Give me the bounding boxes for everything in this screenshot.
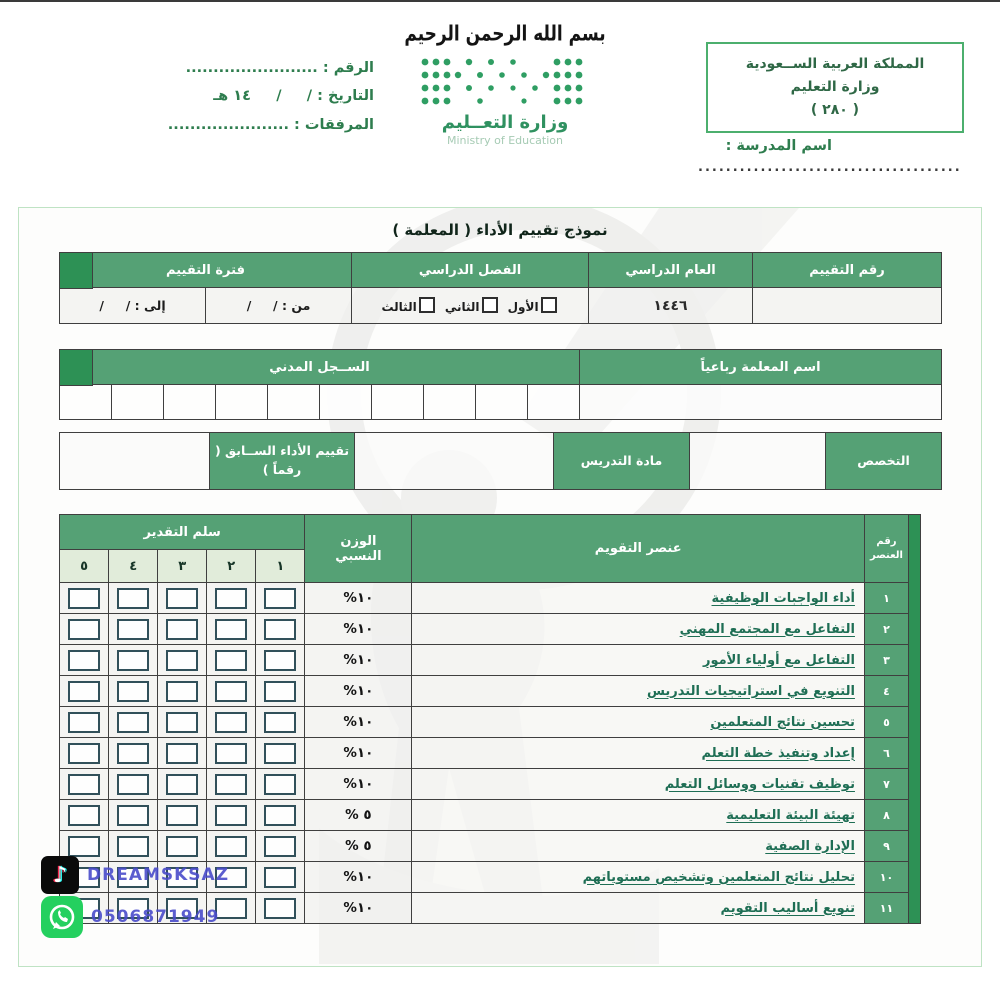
civil-id-box[interactable] bbox=[319, 385, 371, 419]
date-label: التاريخ : bbox=[317, 88, 374, 105]
semester-options bbox=[352, 288, 589, 324]
specialization-blank[interactable] bbox=[690, 433, 826, 490]
date-field bbox=[38, 82, 374, 110]
ministry-wordmark-english: Ministry of Education bbox=[446, 134, 563, 147]
semester-second-checkbox[interactable] bbox=[482, 297, 498, 313]
table-row bbox=[60, 800, 921, 831]
bismillah-calligraphy: بسم الله الرحمن الرحيم bbox=[404, 21, 606, 47]
whatsapp-number: 0506871949 bbox=[91, 907, 220, 927]
element-name: تنويع أساليب التقويم bbox=[412, 893, 865, 924]
rating-checkbox[interactable] bbox=[68, 650, 100, 671]
table-row bbox=[60, 645, 921, 676]
semester-third-checkbox[interactable] bbox=[419, 297, 435, 313]
credits-watermark bbox=[41, 856, 229, 940]
form-code: ( ٢٨٠ ) bbox=[810, 102, 860, 119]
rating-checkbox[interactable] bbox=[264, 898, 296, 919]
specialization-label: التخصص bbox=[826, 433, 942, 490]
element-name: التفاعل مع المجتمع المهني bbox=[412, 614, 865, 645]
period-to-value: / / bbox=[99, 298, 131, 313]
rating-checkbox[interactable] bbox=[117, 743, 149, 764]
ministry-header-box bbox=[706, 42, 964, 133]
evaluation-info-table bbox=[59, 252, 942, 324]
civil-id-box[interactable] bbox=[423, 385, 475, 419]
rating-checkbox[interactable] bbox=[166, 588, 198, 609]
element-name: تحليل نتائج المتعلمين وتشخيص مستوياتهم bbox=[412, 862, 865, 893]
element-name: التفاعل مع أولياء الأمور bbox=[412, 645, 865, 676]
element-name: إعداد وتنفيذ خطة التعلم bbox=[412, 738, 865, 769]
col-teacher-name: اسم المعلمة رباعياً bbox=[580, 350, 942, 385]
rating-checkbox[interactable] bbox=[166, 681, 198, 702]
element-name: التنويع في استراتيجيات التدريس bbox=[412, 676, 865, 707]
rating-checkbox[interactable] bbox=[68, 712, 100, 733]
scale-value-1: ١ bbox=[256, 550, 305, 583]
civil-id-box[interactable] bbox=[475, 385, 527, 419]
civil-id-box[interactable] bbox=[60, 385, 111, 419]
element-weight: ١٠% bbox=[305, 583, 412, 614]
subject-info-table bbox=[59, 432, 942, 490]
header-accent-square bbox=[59, 252, 93, 289]
rating-checkbox[interactable] bbox=[215, 650, 247, 671]
table-row bbox=[60, 769, 921, 800]
rating-checkbox[interactable] bbox=[166, 743, 198, 764]
civil-id-box[interactable] bbox=[527, 385, 579, 419]
rating-checkbox[interactable] bbox=[264, 805, 296, 826]
rating-checkbox[interactable] bbox=[215, 743, 247, 764]
period-from-label: من : bbox=[281, 298, 311, 313]
rating-checkbox[interactable] bbox=[166, 805, 198, 826]
country-name: المملكة العربية الســعودية bbox=[745, 56, 925, 72]
element-name: تهيئة البيئة التعليمية bbox=[412, 800, 865, 831]
table-row bbox=[60, 707, 921, 738]
scale-value-5: ٥ bbox=[60, 550, 109, 583]
rating-checkbox[interactable] bbox=[68, 681, 100, 702]
item-number: ١ bbox=[864, 583, 908, 614]
item-number: ٥ bbox=[864, 707, 908, 738]
ministry-logo-dots-icon bbox=[417, 54, 593, 110]
rating-checkbox[interactable] bbox=[117, 650, 149, 671]
civil-id-box[interactable] bbox=[267, 385, 319, 419]
form-title: نموذج تقييم الأداء ( المعلمة ) bbox=[392, 221, 608, 239]
rating-checkbox[interactable] bbox=[215, 681, 247, 702]
col-evaluation-element: عنصر التقويم bbox=[412, 515, 865, 583]
element-weight: ١٠% bbox=[305, 738, 412, 769]
rating-checkbox[interactable] bbox=[68, 774, 100, 795]
attachments-label: المرفقات : bbox=[294, 116, 374, 133]
semester-first-checkbox[interactable] bbox=[541, 297, 557, 313]
item-number: ٨ bbox=[864, 800, 908, 831]
civil-registry-boxes bbox=[60, 385, 580, 420]
rating-checkbox[interactable] bbox=[166, 836, 198, 857]
rating-checkbox[interactable] bbox=[215, 836, 247, 857]
col-academic-year: العام الدراسي bbox=[589, 253, 753, 288]
ministry-wordmark-arabic: وزارة التعــليم bbox=[441, 112, 569, 133]
rating-checkbox[interactable] bbox=[215, 588, 247, 609]
semester-second-label: الثاني bbox=[444, 299, 480, 314]
rating-checkbox[interactable] bbox=[117, 712, 149, 733]
rating-checkbox[interactable] bbox=[117, 681, 149, 702]
col-eval-period: فترة التقييم bbox=[60, 253, 352, 288]
civil-id-box[interactable] bbox=[163, 385, 215, 419]
attachments-field bbox=[38, 111, 374, 139]
table-row bbox=[60, 614, 921, 645]
ministry-logo bbox=[388, 21, 622, 147]
rating-checkbox[interactable] bbox=[68, 805, 100, 826]
rating-checkbox[interactable] bbox=[117, 836, 149, 857]
element-weight: ١٠% bbox=[305, 676, 412, 707]
scale-value-4: ٤ bbox=[109, 550, 158, 583]
rating-checkbox[interactable] bbox=[68, 588, 100, 609]
col-eval-number: رقم التقييم bbox=[753, 253, 942, 288]
rating-checkbox[interactable] bbox=[68, 743, 100, 764]
academic-year-value: ١٤٤٦ bbox=[589, 288, 753, 324]
number-blank[interactable]: ........................ bbox=[185, 60, 318, 76]
rating-checkbox[interactable] bbox=[166, 774, 198, 795]
element-weight: ١٠% bbox=[305, 893, 412, 924]
item-number: ٦ bbox=[864, 738, 908, 769]
subject-label: مادة التدريس bbox=[554, 433, 690, 490]
element-weight: ١٠% bbox=[305, 614, 412, 645]
period-to-label: إلى : bbox=[134, 298, 166, 313]
period-to-blank[interactable] bbox=[60, 288, 206, 324]
item-number: ٢ bbox=[864, 614, 908, 645]
ministry-name: وزارة التعليم bbox=[790, 79, 880, 96]
eval-number-blank[interactable] bbox=[753, 288, 942, 324]
rating-checkbox[interactable] bbox=[166, 619, 198, 640]
element-name: توظيف تقنيات ووسائل التعلم bbox=[412, 769, 865, 800]
rating-checkbox[interactable] bbox=[166, 712, 198, 733]
element-weight: ١٠% bbox=[305, 645, 412, 676]
rating-checkbox[interactable] bbox=[264, 588, 296, 609]
rating-checkbox[interactable] bbox=[68, 836, 100, 857]
table-row bbox=[60, 738, 921, 769]
civil-id-box[interactable] bbox=[215, 385, 267, 419]
rating-checkbox[interactable] bbox=[264, 836, 296, 857]
form-body-box bbox=[18, 207, 982, 967]
number-label: الرقم : bbox=[322, 60, 374, 76]
rating-checkbox[interactable] bbox=[264, 681, 296, 702]
rating-checkbox[interactable] bbox=[166, 650, 198, 671]
rating-checkbox[interactable] bbox=[264, 650, 296, 671]
element-weight: ١٠% bbox=[305, 707, 412, 738]
item-number: ٤ bbox=[864, 676, 908, 707]
element-weight: ٥ % bbox=[305, 800, 412, 831]
element-weight: ٥ % bbox=[305, 831, 412, 862]
subject-blank[interactable] bbox=[355, 433, 554, 490]
rating-checkbox[interactable] bbox=[215, 619, 247, 640]
item-number: ١٠ bbox=[864, 862, 908, 893]
tiktok-icon: ♪ bbox=[41, 856, 79, 894]
scale-value-3: ٣ bbox=[158, 550, 207, 583]
school-name-blank[interactable]: ...................................... bbox=[698, 160, 962, 175]
teacher-name-table bbox=[59, 349, 942, 420]
table-accent-strip bbox=[909, 515, 921, 924]
element-weight: ١٠% bbox=[305, 862, 412, 893]
rating-checkbox[interactable] bbox=[215, 774, 247, 795]
rating-checkbox[interactable] bbox=[68, 619, 100, 640]
civil-id-box[interactable] bbox=[111, 385, 163, 419]
period-from-blank[interactable] bbox=[206, 288, 352, 324]
element-name: أداء الواجبات الوظيفية bbox=[412, 583, 865, 614]
school-name-label: اسم المدرسة : bbox=[725, 138, 832, 154]
rating-checkbox[interactable] bbox=[117, 619, 149, 640]
date-blank[interactable]: / / ١٤ هـ bbox=[213, 88, 313, 105]
whatsapp-icon bbox=[41, 896, 83, 938]
scale-value-2: ٢ bbox=[207, 550, 256, 583]
tiktok-handle: DREAMSKSAZ bbox=[87, 865, 230, 885]
rating-checkbox[interactable] bbox=[264, 743, 296, 764]
element-weight: ١٠% bbox=[305, 769, 412, 800]
element-name: الإدارة الصفية bbox=[412, 831, 865, 862]
rating-checkbox[interactable] bbox=[264, 867, 296, 888]
attachments-blank[interactable]: ...................... bbox=[167, 116, 289, 133]
rating-checkbox[interactable] bbox=[215, 712, 247, 733]
item-number: ١١ bbox=[864, 893, 908, 924]
header-accent-square bbox=[59, 349, 93, 386]
col-civil-registry: الســجل المدني bbox=[60, 350, 580, 385]
rating-checkbox[interactable] bbox=[264, 774, 296, 795]
teacher-name-blank[interactable] bbox=[580, 385, 942, 420]
table-row bbox=[60, 583, 921, 614]
number-field bbox=[38, 54, 374, 82]
item-number: ٣ bbox=[864, 645, 908, 676]
previous-eval-label: تقييم الأداء الســابق ( رقماً ) bbox=[210, 433, 355, 490]
civil-id-box[interactable] bbox=[371, 385, 423, 419]
rating-checkbox[interactable] bbox=[264, 619, 296, 640]
col-item-number: رقم العنصر bbox=[864, 515, 908, 583]
semester-first-label: الأول bbox=[507, 299, 539, 314]
col-semester: الفصل الدراسي bbox=[352, 253, 589, 288]
col-rating-scale: سلم التقدير bbox=[60, 515, 305, 550]
rating-checkbox[interactable] bbox=[117, 774, 149, 795]
registry-fields bbox=[38, 54, 374, 139]
rating-checkbox[interactable] bbox=[215, 805, 247, 826]
previous-eval-blank[interactable] bbox=[60, 433, 210, 490]
item-number: ٩ bbox=[864, 831, 908, 862]
rating-checkbox[interactable] bbox=[264, 712, 296, 733]
period-from-value: / / bbox=[246, 298, 278, 313]
item-number: ٧ bbox=[864, 769, 908, 800]
rating-checkbox[interactable] bbox=[117, 805, 149, 826]
rating-checkbox[interactable] bbox=[117, 588, 149, 609]
table-row bbox=[60, 676, 921, 707]
element-name: تحسين نتائج المتعلمين bbox=[412, 707, 865, 738]
semester-third-label: الثالث bbox=[381, 299, 417, 314]
col-relative-weight: الوزن النسبي bbox=[305, 515, 412, 583]
